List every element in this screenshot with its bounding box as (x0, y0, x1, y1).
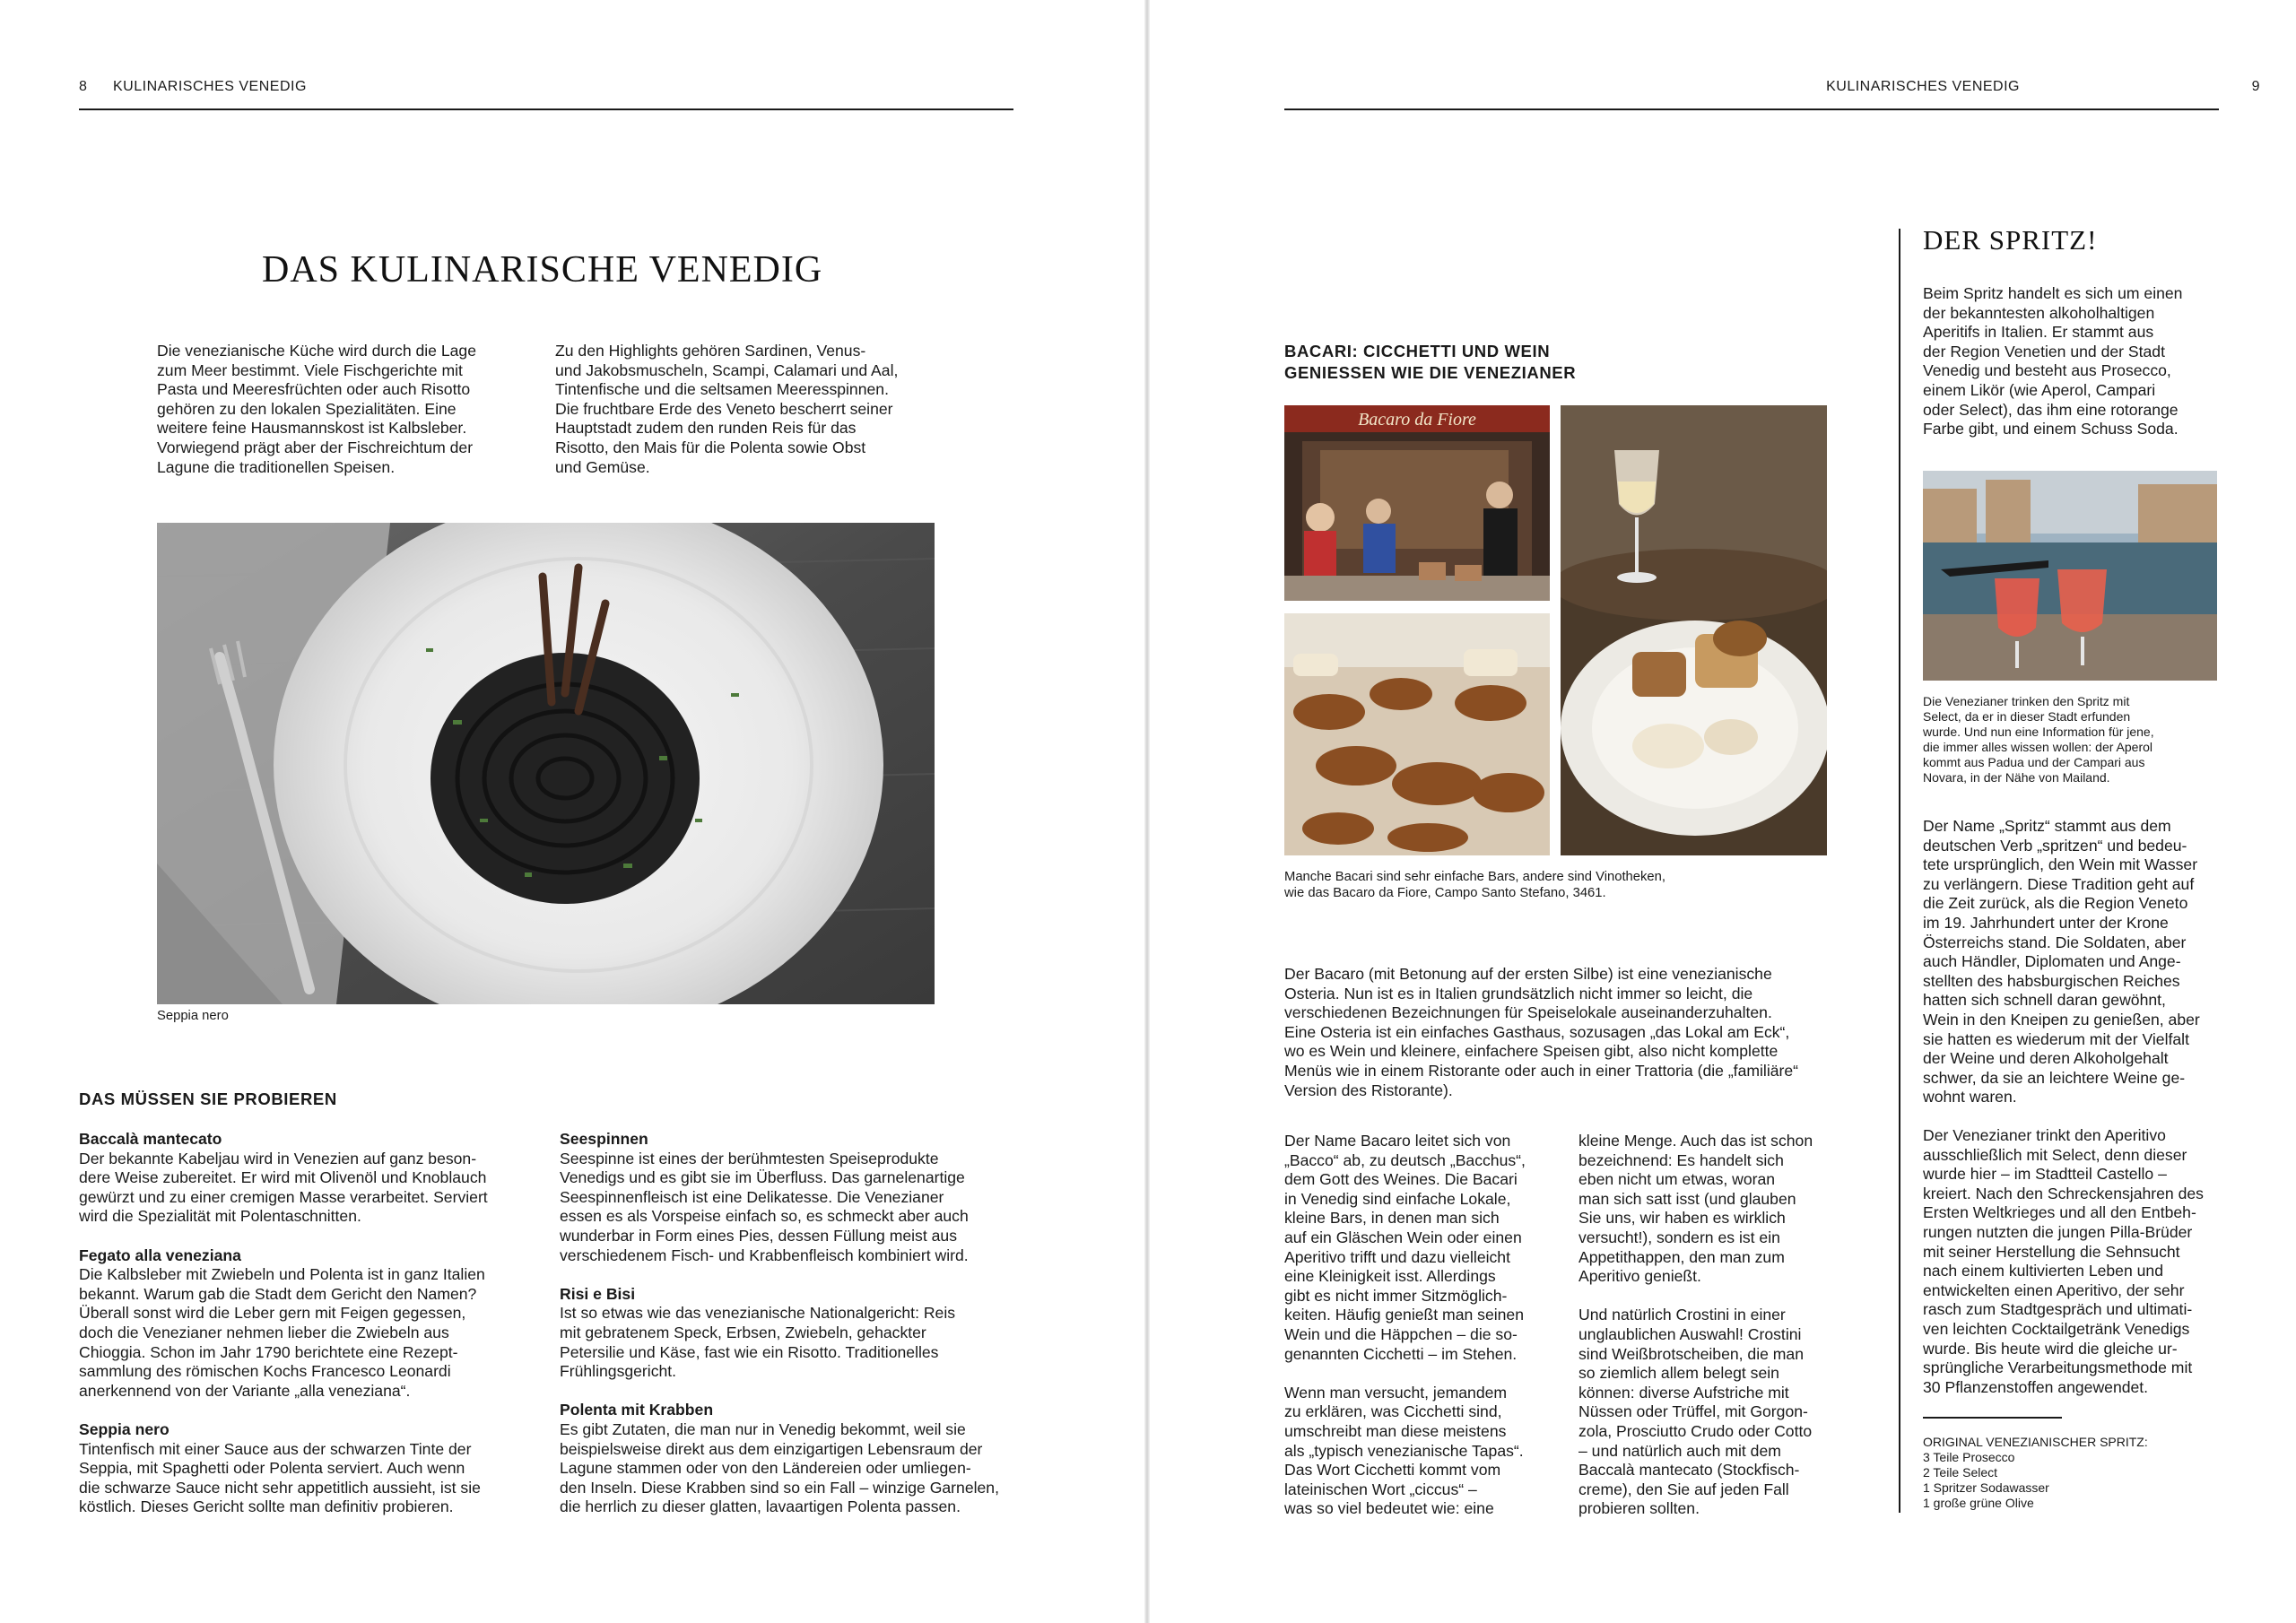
dish-name: Polenta mit Krabben (560, 1401, 714, 1419)
recipe-item: 3 Teile Prosecco (1923, 1450, 2015, 1464)
right-page (1150, 0, 2296, 1623)
dish-description: Tintenfisch mit einer Sauce aus der schwarzen Tinte der Seppia, mit Spaghetti oder Polenta serviert. Auch wenn die schwarze Sauce nicht sehr appetitlich aussieht, ist sie köstlich. Dieses Gericht sollte man definitiv probieren. (79, 1439, 481, 1516)
dish-item (79, 1246, 527, 1402)
header-rule-left (79, 108, 1013, 110)
sidebar-paragraph-2: Der Name „Spritz“ stammt aus dem deutschen Verb „spritzen“ und bedeu- tete ursprünglich, den Wein mit Wasser zu verlängern. Diese Tradition geht auf die Zeit zurück, als die Region Veneto im 19. Jahrhundert unter der Krone Österreichs stand. Die Soldaten, aber auch Händler, Diplomaten und Ange- stellten des habsburgischen Reiches hatten sich schnell daran gewöhnt, Wein in den Kneipen zu genießen, aber sie hatten es wiederum mit der Vielfalt der Weine und deren Alkoholgehalt schwer, da sie an leichtere Weine ge- wohnt waren. (1923, 817, 2200, 1107)
bacaro-col2-paragraph-2: Und natürlich Crostini in einer unglaublichen Auswahl! Crostini sind Weißbrotscheiben, die man so ziemlich allem belegt sein können: diverse Aufstriche mit Nüssen oder Trüffel, mit Gorgon- zola, Prosciutto Crudo oder Cotto – und natürlich auch mit dem Baccalà mantecato (Stockfisch- creme), den Sie auf jeden Fall probieren sollten. (1578, 1306, 1813, 1518)
running-title-left: KULINARISCHES VENEDIG (113, 79, 307, 94)
dish-item (560, 1401, 1026, 1517)
bacari-heading: BACARI: CICCHETTI UND WEIN GENIESSEN WIE DIE VENEZIANER (1284, 342, 1577, 382)
recipe-item: 1 Spritzer Sodawasser (1923, 1480, 2049, 1495)
dish-description: Ist so etwas wie das venezianische Nationalgericht: Reis mit gebratenem Speck, Erbsen, Zwiebeln, gehackter Petersilie und Käse, fast wie ein Risotto. Traditionelles Frühlingsgericht. (560, 1304, 956, 1381)
recipe-item: 1 große grüne Olive (1923, 1496, 2034, 1510)
dish-description: Es gibt Zutaten, die man nur in Venedig bekommt, weil sie beispielsweise direkt aus dem einzigartigen Lebensraum der Lagune stammen oder von den Ländereien oder umliegen- den Inseln. Diese Krabben sind so ein Fall – winzige Garnelen, die herrlich zu dieser glatten, lavaartigen Polenta passen. (560, 1419, 999, 1516)
spritz-photo-caption: Die Venezianer trinken den Spritz mit Select, da er in dieser Stadt erfunden wurde. Und nun eine Information für jene, die immer alles wissen wollen: der Aperol kommt aus Padua und der Campari aus Novara, in der Nähe von Mailand. (1923, 694, 2154, 785)
page-number-right: 9 (2251, 79, 2260, 94)
recipe-rule (1923, 1417, 2062, 1419)
dish-name: Seespinnen (560, 1130, 648, 1148)
recipe-title: ORIGINAL VENEZIANISCHER SPRITZ: (1923, 1435, 2148, 1449)
sidebar-intro: Beim Spritz handelt es sich um einen der bekanntesten alkoholhaltigen Aperitifs in Italien. Er stammt aus der Region Venetien und der Stadt Venedig und besteht aus Prosecco, einem Likör (wie Aperol, Campari oder Select), das ihm eine rotorange Farbe gibt, und einem Schuss Soda. (1923, 284, 2183, 438)
bacaro-storefront-photo (1284, 405, 1550, 601)
dish-description: Der bekannte Kabeljau wird in Venezien auf ganz beson- dere Weise zubereitet. Er wird mit Olivenöl und Knoblauch gewürzt und zu einer cremigen Masse verarbeitet. Serviert wird die Spezialität mit Polentaschnitten. (79, 1149, 488, 1226)
sidebar-paragraph-3: Der Venezianer trinkt den Aperitivo ausschließlich mit Select, denn dieser wurde hier – im Stadtteil Castello – kreiert. Nach den Schreckensjahren des Ersten Weltkrieges und all den Entbeh- rungen nutzten die jungen Pilla-Brüder mit seiner Herstellung die Sehnsucht nach einem kultivierten Leben und entwickelten einen Aperitivo, der sehr rasch zum Stadtgespräch und ultimati- ven leichten Cocktailgetränk Venedigs wurde. Bis heute wird die gleiche ur- sprüngliche Verarbeitungsmethode mit 30 Pflanzenstoffen angewendet. (1923, 1126, 2204, 1396)
intro-column-2: Zu den Highlights gehören Sardinen, Venus- und Jakobsmuscheln, Scampi, Calamari und Aal, Tintenfische und die seltsamen Meeresspinnen. Die fruchtbare Erde des Veneto bescherrt seiner Hauptstadt zudem den runden Reis für das Risotto, den Mais für die Polenta sowie Obst und Gemüse. (555, 342, 899, 476)
dish-item (560, 1130, 1026, 1265)
bacaro-column-1 (1284, 1132, 1571, 1538)
seppia-nero-photo (157, 523, 935, 1004)
bacari-photo-caption: Manche Bacari sind sehr einfache Bars, andere sind Vinotheken, wie das Bacaro da Fiore, Campo Santo Stefano, 3461. (1284, 870, 1665, 900)
left-page (0, 0, 1146, 1623)
page-title: DAS KULINARISCHE VENEDIG (262, 249, 823, 291)
spritz-photo (1923, 471, 2217, 681)
bacaro-intro-text: Der Bacaro (mit Betonung auf der ersten Silbe) ist eine venezianische Osteria. Nun ist es in Italien grundsätzlich nicht immer so leicht, die verschiedenen Bezeichnungen für Speiselokale auseinanderzuhalten. Eine Osteria ist ein einfaches Gasthaus, sozusagen „das Lokal am Eck“, wo es Wein und kleinere, einfachere Speisen gibt, also nicht komplette Menüs wie in einem Ristorante oder auch in einer Trattoria (die „familiäre“ Version des Ristorante). (1284, 965, 1799, 1099)
spritz-recipe (1923, 1435, 2228, 1511)
dish-description: Seespinne ist eines der berühmtesten Speiseprodukte Venedigs und es gibt sie im Überfluss. Das garnelenartige Seespinnenfleisch ist eine Delikatesse. Die Venezianer essen es als Vorspeise einfach so, es schmeckt aber auch wunderbar in Form eines Pies, dessen Füllung meist aus verschiedenem Fisch- und Krabbenfleisch kombiniert wird. (560, 1149, 969, 1264)
section-heading-probieren: DAS MÜSSEN SIE PROBIEREN (79, 1089, 337, 1108)
bar-sign-text: Bacaro da Fiore (1358, 410, 1476, 430)
sidebar-title: DER SPRITZ! (1923, 224, 2098, 256)
cicchetti-tray-photo (1284, 613, 1550, 855)
dish-description: Die Kalbsleber mit Zwiebeln und Polenta ist in ganz Italien bekannt. Warum gab die Stadt dem Gericht den Namen? Überall sonst wird die Leber gern mit Feigen gegessen, doch die Venezianer nehmen lieber die Zwiebeln aus Chioggia. Schon im Jahr 1790 berichtete eine Rezept- sammlung des römischen Kochs Francesco Leonardi anerkennend von der Variante „alla veneziana“. (79, 1265, 485, 1400)
seppia-photo-caption: Seppia nero (157, 1009, 229, 1023)
dish-name: Seppia nero (79, 1419, 170, 1438)
dish-name: Risi e Bisi (560, 1284, 636, 1303)
dish-name: Baccalà mantecato (79, 1130, 222, 1148)
wine-cicchetti-photo (1561, 405, 1827, 855)
bacaro-col1-paragraph-1: Der Name Bacaro leitet sich von „Bacco“ ab, zu deutsch „Bacchus“, dem Gott des Weines. Die Bacari in Venedig sind einfache Lokale, kleine Bars, in denen man sich auf ein Gläschen Wein oder einen Aperitivo trifft und dazu vielleicht eine Kleinigkeit isst. Allerdings gibt es nicht immer Sitzmöglich- keiten. Häufig genießt man seinen Wein und die Häppchen – die so- genannten Cicchetti – im Stehen. (1284, 1132, 1526, 1363)
bacaro-column-2 (1578, 1132, 1866, 1538)
dish-item (79, 1130, 527, 1227)
dishes-column-1 (79, 1130, 527, 1536)
dishes-column-2 (560, 1130, 1026, 1536)
dish-name: Fegato alla veneziana (79, 1245, 241, 1264)
dish-item (79, 1420, 527, 1517)
header-rule-right (1284, 108, 2219, 110)
bacaro-col2-paragraph-1: kleine Menge. Auch das ist schon bezeichnend: Es handelt sich eben nicht um etwas, woran man sich satt isst (und glauben Sie uns, wir haben es wirklich versucht!), sondern es ist ein Appetithappen, den man zum Aperitivo genießt. (1578, 1132, 1813, 1286)
dish-item (560, 1285, 1026, 1382)
intro-column-1: Die venezianische Küche wird durch die Lage zum Meer bestimmt. Viele Fischgerichte mit Pasta und Meeresfrüchten oder auch Risotto gehören zu den lokalen Spezialitäten. Eine weitere feine Hausmannskost ist Kalbsleber. Vorwiegend prägt aber der Fischreichtum der Lagune die traditionellen Speisen. (157, 342, 476, 476)
page-number-left: 8 (79, 79, 88, 94)
running-title-right: KULINARISCHES VENEDIG (1826, 79, 2020, 94)
sidebar-divider (1899, 229, 1900, 1513)
recipe-item: 2 Teile Select (1923, 1465, 1998, 1480)
bacaro-col1-paragraph-2: Wenn man versucht, jemandem zu erklären, was Cicchetti sind, umschreibt man diese meistens als „typisch venezianische Tapas“. Das Wort Cicchetti kommt vom lateinischen Wort „ciccus“ – was so viel bedeutet wie: eine (1284, 1383, 1524, 1518)
